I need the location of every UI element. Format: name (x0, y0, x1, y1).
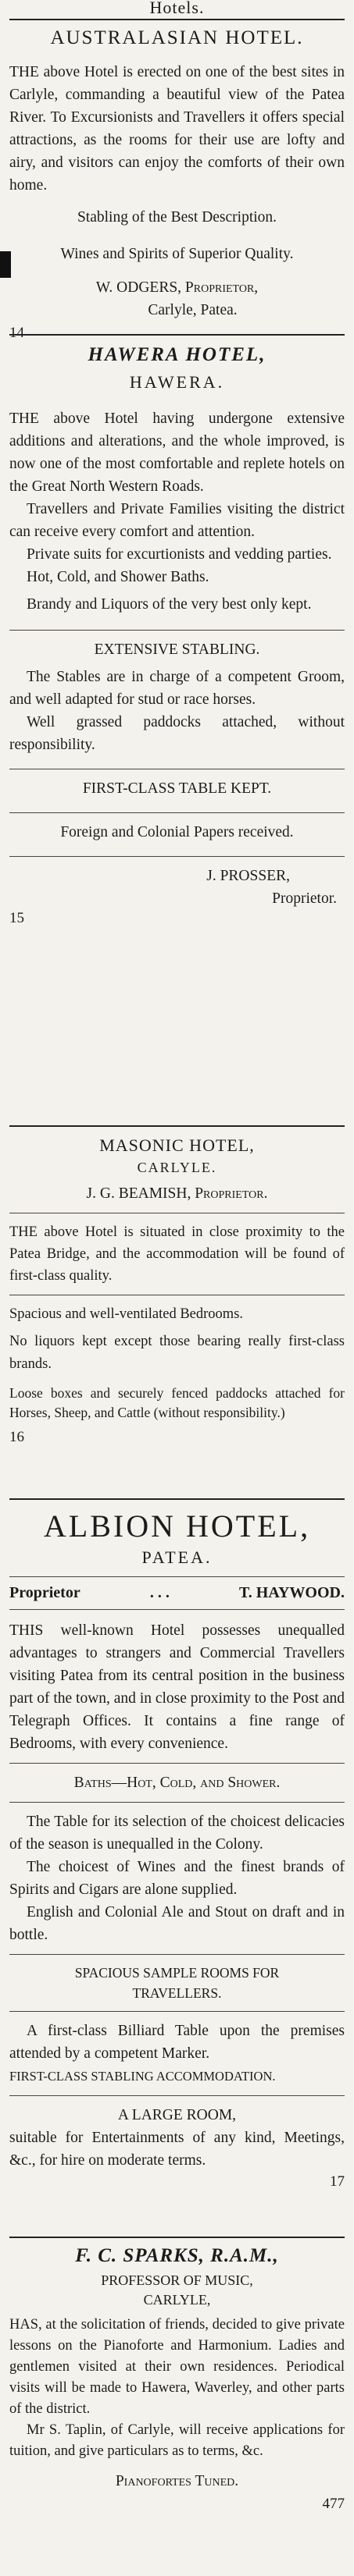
ad-number: 14 (9, 325, 24, 341)
masonic-bedrooms: Spacious and well-ventilated Bedrooms. (9, 1306, 244, 1322)
albion-hotel-ad (9, 1509, 345, 2190)
albion-proprietor-dots: . . . (149, 1584, 170, 1601)
print-blot (0, 251, 11, 278)
albion-sample-rooms: SPACIOUS SAMPLE ROOMS FOR TRAVELLERS. (74, 1965, 280, 2001)
masonic-title: MASONIC HOTEL, (99, 1135, 255, 1155)
australasian-proprietor: W. ODGERS, Proprietor, (95, 279, 259, 296)
hawera-travellers: Travellers and Private Families visiting the district can receive every comfort and attention. (9, 501, 345, 540)
divider (9, 2011, 345, 2012)
masonic-subtitle: CARLYLE. (137, 1160, 217, 1175)
albion-subtitle: PATEA. (141, 1547, 213, 1567)
albion-room-body: suitable for Entertainments of any kind, Meetings, &c., for hire on moderate terms. (9, 2130, 345, 2169)
hawera-brandy: Brandy and Liquors of the very best only kept. (27, 596, 312, 613)
hawera-proprietor: J. PROSSER, (206, 868, 290, 884)
divider (9, 1802, 345, 1803)
sparks-subtitle: PROFESSOR OF MUSIC, (101, 2272, 253, 2288)
divider (9, 1609, 345, 1610)
hawera-baths: Hot, Cold, and Shower Baths. (27, 569, 209, 585)
hawera-title: HAWERA HOTEL, (88, 344, 266, 365)
albion-title: ALBION HOTEL, (43, 1508, 311, 1544)
hawera-table: FIRST-CLASS TABLE KEPT. (82, 780, 272, 797)
section-header: Hotels. (149, 0, 205, 17)
australasian-wines: Wines and Spirits of Superior Quality. (60, 246, 294, 262)
sparks-body: HAS, at the solicitation of friends, decided to give private lessons on the Pianoforte and Harmonium. Ladies and gentlemen visited at their own residences. Periodical visits will be made to Hawera, Waverley, and other parts of the district. (9, 2317, 345, 2417)
divider (9, 19, 345, 20)
albion-room-heading: A LARGE ROOM, (117, 2107, 237, 2123)
albion-wines: The choicest of Wines and the finest brands of Spirits and Cigars are alone supplied. (9, 1859, 345, 1898)
masonic-body: THE above Hotel is situated in close proximity to the Patea Bridge, and the accommodation will be found of first-class quality. (9, 1224, 345, 1284)
albion-proprietor-name: T. HAYWOOD. (238, 1584, 345, 1601)
albion-baths: Baths—Hot, Cold, and Shower. (73, 1775, 281, 1791)
divider (9, 1498, 345, 1500)
albion-proprietor-row (9, 1582, 345, 1604)
hawera-subtitle: HAWERA. (129, 372, 225, 392)
sparks-taplin: Mr S. Taplin, of Carlyle, will receive applications for tuition, and give particulars as to terms, &c. (9, 2422, 345, 2459)
australasian-place: Carlyle, Patea. (148, 302, 238, 318)
albion-proprietor-label: Proprietor (9, 1584, 80, 1601)
hawera-paddocks: Well grassed paddocks attached, without responsibility. (9, 714, 345, 753)
albion-billiard: A first-class Billiard Table upon the premises attended by a competent Marker. (9, 2023, 345, 2062)
page-number: 477 (322, 2496, 345, 2512)
hawera-stabling-heading: EXTENSIVE STABLING. (94, 641, 260, 658)
australasian-body: THE above Hotel is erected on one of the best sites in Carlyle, commanding a beautiful view of the Patea River. To Excursionists and Travellers it offers special attractions, as the rooms for their use are lofty and airy, and visitors can enjoy the comforts of their own home. (9, 64, 345, 194)
australasian-hotel-ad (9, 0, 345, 342)
hawera-proprietor-title: Proprietor. (272, 890, 337, 907)
divider (9, 2237, 345, 2238)
ad-number: 17 (330, 2173, 345, 2190)
masonic-hotel-ad (9, 1135, 345, 1446)
divider (9, 334, 345, 336)
divider (9, 1763, 345, 1764)
masonic-proprietor: J. G. BEAMISH, Proprietor. (86, 1185, 268, 1202)
hawera-suits: Private suits for excurtionists and vedding parties. (27, 546, 332, 563)
albion-body: THIS well-known Hotel possesses unequalled advantages to strangers and Commercial Travellers visiting Patea from its central position in the business part of the town, and in close proximity to the Post and Telegraph Offices. It contains a fine range of Bedrooms, with every convenience. (9, 1622, 345, 1752)
hawera-hotel-ad (9, 343, 345, 927)
divider (9, 1576, 345, 1577)
divider (9, 1125, 345, 1127)
masonic-liquors: No liquors kept except those bearing really first-class brands. (9, 1334, 345, 1372)
divider (9, 812, 345, 813)
australasian-title: AUSTRALASIAN HOTEL. (50, 27, 304, 48)
masonic-loose-boxes: Loose boxes and securely fenced paddocks attached for Horses, Sheep, and Cattle (without responsibility.) (9, 1385, 345, 1420)
hawera-body: THE above Hotel having undergone extensive additions and alterations, and the whole improved, is now one of the most comfortable and replete hotels on the Great North Western Roads. (9, 410, 345, 495)
ad-number: 16 (9, 1429, 24, 1445)
sparks-tuned: Pianofortes Tuned. (115, 2473, 239, 2489)
divider (9, 1954, 345, 1955)
ad-number: 15 (9, 910, 24, 926)
albion-stabling: FIRST-CLASS STABLING ACCOMMODATION. (9, 2069, 276, 2084)
sparks-title: F. C. SPARKS, R.A.M., (75, 2245, 279, 2266)
albion-ale: English and Colonial Ale and Stout on draft and in bottle. (9, 1904, 345, 1943)
australasian-stabling: Stabling of the Best Description. (77, 209, 277, 226)
albion-table: The Table for its selection of the choicest delicacies of the season is unequalled in the Colony. (9, 1814, 345, 1853)
divider (9, 630, 345, 631)
divider (9, 856, 345, 857)
hawera-papers: Foreign and Colonial Papers received. (60, 824, 294, 840)
sparks-place: CARLYLE, (143, 2292, 211, 2308)
divider (9, 2095, 345, 2096)
sparks-music-ad (9, 2244, 345, 2513)
hawera-stabling-body: The Stables are in charge of a competent Groom, and well adapted for stud or race horses. (9, 669, 345, 708)
